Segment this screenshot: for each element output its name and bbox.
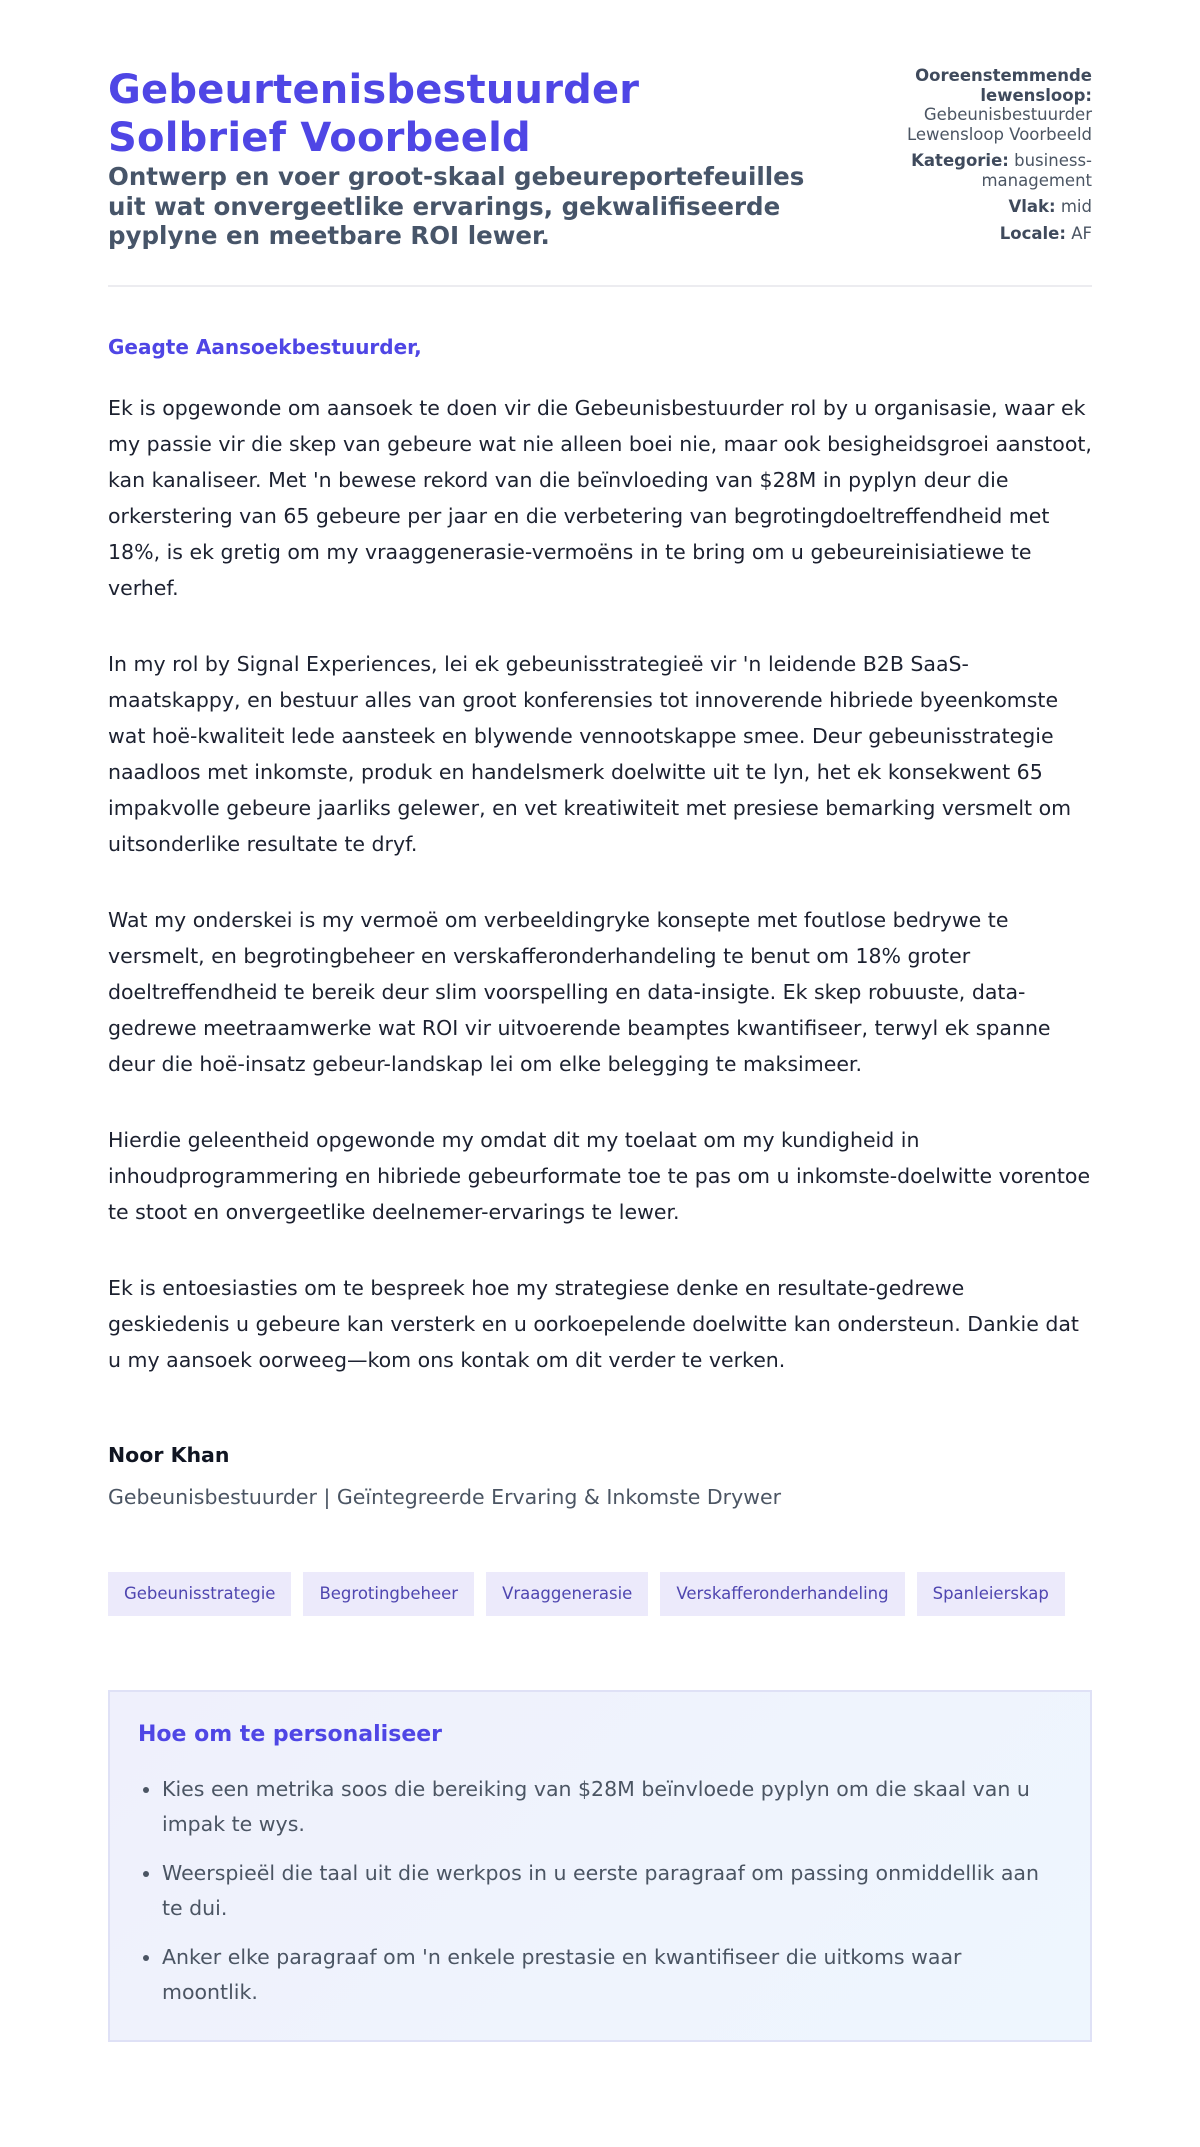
- letter-paragraph: Hierdie geleentheid opgewonde my omdat dit my toelaat om my kundigheid in inhoudprogrammering en hibriede gebeurformate toe te pas om u inkomste-doelwitte vorentoe te stoot en onvergeetlike deelnemer-ervarings te lewer.: [108, 1127, 1091, 1224]
- meta-locale-label: Locale:: [999, 223, 1066, 243]
- meta-locale: [862, 224, 1092, 244]
- tip-item: • Weerspieël die taal uit die werkpos in u eerste paragraaf om passing onmiddellik aan te dui.: [162, 1856, 1062, 1926]
- meta-level-label: Vlak:: [1008, 197, 1056, 216]
- header-divider: [108, 285, 1092, 287]
- meta-level: [862, 197, 1092, 217]
- meta-category: [862, 151, 1092, 190]
- skill-tag-gebeunisstrategie[interactable]: Gebeunisstrategie: [108, 1572, 291, 1616]
- letter-paragraph: Ek is entoesiasties om te bespreek hoe my strategiese denke en resultate-gedrewe geskiedenis u gebeure kan versterk en u oorkoepelende doelwitte kan ondersteun. Dankie dat u my aansoek oorweeg—kom ons kontak om dit verder te verken.: [108, 1275, 1079, 1372]
- letter-body: [108, 334, 1092, 1378]
- tips-title: Hoe om te personaliseer: [138, 1721, 443, 1747]
- meta-category-label: Kategorie:: [911, 151, 1009, 170]
- page-title-line-2: Solbrief Voorbeeld: [108, 115, 531, 161]
- header-title-block: [108, 66, 808, 251]
- page-subtitle: Ontwerp en voer groot-skaal gebeureportefeuilles uit wat onvergeetlike ervarings, gekwalifiseerde pyplyne en meetbare ROI lewer.: [108, 162, 805, 250]
- skill-tag-verskafferonderhandeling[interactable]: Verskafferonderhandeling: [660, 1572, 904, 1616]
- meta-matching-resume-value: Gebeunisbestuurder Lewensloop Voorbeeld: [906, 105, 1092, 144]
- signature-name: Noor Khan: [108, 1442, 230, 1467]
- skill-tag-begrotingbeheer[interactable]: Begrotingbeheer: [303, 1572, 474, 1616]
- page-header: [108, 66, 1092, 251]
- tips-list: [138, 1772, 1062, 2010]
- meta-locale-value: AF: [1071, 223, 1092, 243]
- skill-tags: [108, 1572, 1092, 1616]
- meta-matching-resume: [862, 66, 1092, 144]
- meta-matching-resume-label: Ooreenstemmende lewensloop:: [915, 66, 1092, 105]
- tip-item: • Kies een metrika soos die bereiking van $28M beïnvloede pyplyn om die skaal van u impak te wys.: [162, 1772, 1062, 1842]
- tip-item: • Anker elke paragraaf om 'n enkele prestasie en kwantifiseer die uitkoms waar moontlik.: [162, 1940, 1062, 2010]
- salutation: Geagte Aansoekbestuurder,: [108, 334, 422, 359]
- meta-category-value: business-management: [981, 151, 1092, 190]
- meta-panel: [862, 66, 1092, 250]
- page-title-line-1: Gebeurtenisbestuurder: [108, 67, 640, 113]
- signature-title: Gebeunisbestuurder | Geïntegreerde Ervaring & Inkomste Drywer: [108, 1484, 782, 1509]
- letter-paragraph: Wat my onderskei is my vermoë om verbeeldingryke konsepte met foutlose bedrywe te versmelt, en begrotingbeheer en verskafferonderhandeling te benut om 18% groter doeltreffendheid te bereik deur slim voorspelling en data-insigte. Ek skep robuuste, data-gedrewe meetraamwerke wat ROI vir uitvoerende beamptes kwantifiseer, terwyl ek spanne deur die hoë-insatz gebeur-landskap lei om elke belegging te maksimeer.: [108, 907, 1051, 1076]
- letter-paragraph: Ek is opgewonde om aansoek te doen vir die Gebeunisbestuurder rol by u organisasie, waar ek my passie vir die skep van gebeure wat nie alleen boei nie, maar ook besigheidsgroei aanstoot, kan kanaliseer. Met 'n bewese rekord van die beïnvloeding van $28M in pyplyn deur die orkerstering van 65 gebeure per jaar en die verbetering van begrotingdoeltreffendheid met 18%, is ek gretig om my vraaggenerasie-vermoëns in te bring om u gebeureinisiatiewe te verhef.: [108, 395, 1092, 600]
- skill-tag-spanleierskap[interactable]: Spanleierskap: [917, 1572, 1065, 1616]
- meta-level-value: mid: [1060, 197, 1092, 216]
- signature-block: [108, 1442, 1092, 1510]
- skill-tag-vraaggenerasie[interactable]: Vraaggenerasie: [486, 1572, 648, 1616]
- letter-paragraph: In my rol by Signal Experiences, lei ek gebeunisstrategieë vir 'n leidende B2B SaaS-maatskappy, en bestuur alles van groot konferensies tot innoverende hibriede byeenkomste wat hoë-kwaliteit lede aansteek en blywende vennootskappe smee. Deur gebeunisstrategie naadloos met inkomste, produk en handelsmerk doelwitte uit te lyn, het ek konsekwent 65 impakvolle gebeure jaarliks gelewer, en vet kreatiwiteit met presiese bemarking versmelt om uitsonderlike resultate te dryf.: [108, 651, 1072, 856]
- page-title: [108, 66, 808, 162]
- personalize-tips-box: [108, 1690, 1092, 2042]
